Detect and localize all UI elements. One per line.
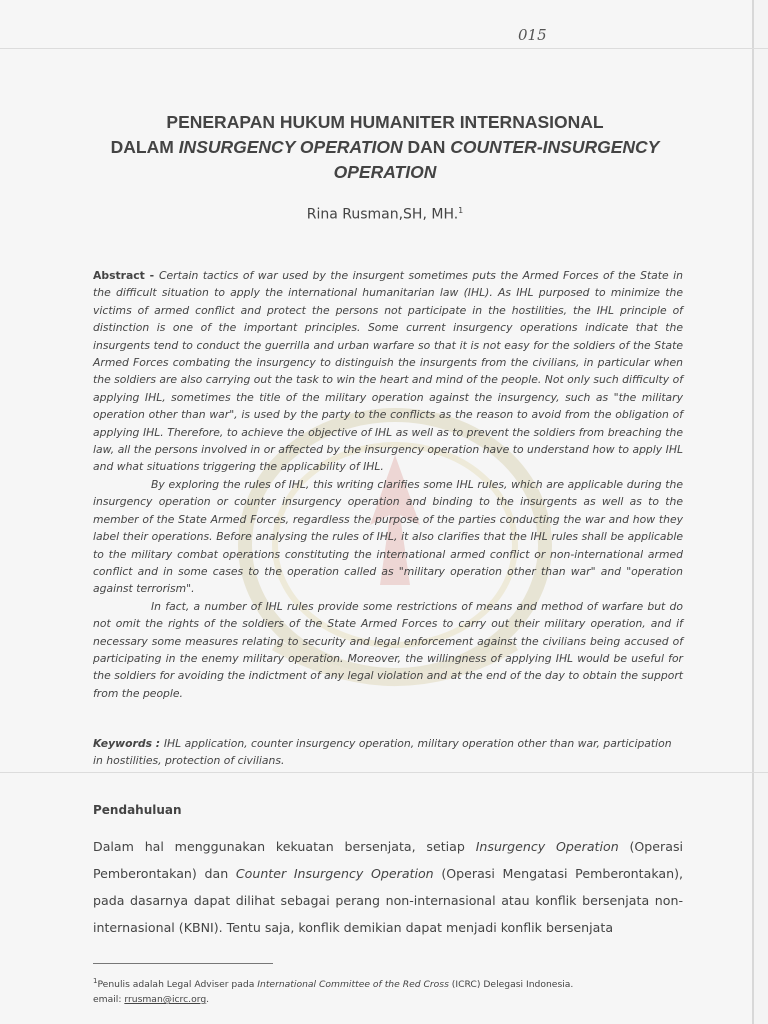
body-text-italic: Insurgency Operation	[475, 839, 619, 854]
keywords-label: Keywords :	[93, 737, 164, 750]
body-text-part: Dalam hal menggunakan kekuatan bersenjata, setiap	[93, 839, 476, 854]
body-text-italic: Counter Insurgency Operation	[235, 866, 434, 881]
footnote	[93, 974, 683, 1007]
scan-edge-fold	[0, 772, 768, 773]
title-line-1: PENERAPAN HUKUM HUMANITER INTERNASIONAL	[166, 112, 604, 132]
footnote-italic: International Committee of the Red Cross	[257, 979, 449, 991]
abstract	[93, 267, 683, 702]
footnote-email-label: email:	[93, 994, 125, 1006]
document-title	[90, 110, 680, 185]
keywords	[93, 735, 683, 770]
title-line-3: OPERATION	[333, 162, 437, 182]
footnote-mark: 1	[93, 977, 98, 985]
abstract-paragraph-3: In fact, a number of IHL rules provide some restrictions of means and method of warfare but do not omit the rights of the soldiers of the State Armed Forces to carry out their military operation, and if necessary some measures relating to security and legal enforcement against the civilians being accused of participating in the enemy military operation. Moreover, the willingness of applying IHL would be useful for the soldiers for avoiding the indictment of any legal violation and at the end of the day to obtain the support from the people.	[93, 599, 683, 700]
footnote-text: .	[206, 994, 210, 1006]
footnote-text: Penulis adalah Legal Adviser pada	[97, 979, 258, 991]
author-line	[90, 206, 680, 223]
author-name: Rina Rusman,SH, MH.	[306, 206, 459, 223]
keywords-text: IHL application, counter insurgency operation, military operation other than war, participation in hostilities, protection of civilians.	[93, 737, 672, 768]
title-part: DAN	[402, 137, 451, 157]
handwritten-page-number: 015	[518, 26, 547, 44]
title-line-2	[90, 135, 680, 160]
scan-edge-top	[0, 48, 768, 49]
body-text-part: (Operasi Pemberontakan) dan	[93, 839, 684, 881]
body-text-part: (Operasi Mengatasi Pemberontakan), pada dasarnya dapat dilihat sebagai perang non-internasional atau konflik bersenjata non-internasional (KBNI). Tentu saja, konflik demikian dapat menjadi konflik bersenjata	[93, 866, 684, 935]
abstract-paragraph-1	[93, 267, 683, 476]
footnote-rule	[93, 963, 273, 964]
abstract-paragraph-2: By exploring the rules of IHL, this writing clarifies some IHL rules, which are applicable during the insurgency operation or counter insurgency operation and binding to the insurgents as well as to the member of the State Armed Forces, regardless the purpose of the parties conducting the war and how they label their operations. Before analysing the rules of IHL, it also clarifies that the IHL rules shall be applicable to the military combat operations constituting the international armed conflict or non-international armed conflict and in some cases to the operation called as "military operation other than war" and "operation against terrorism".	[93, 477, 683, 596]
title-part: INSURGENCY OPERATION	[178, 137, 403, 157]
section-heading: Pendahuluan	[93, 803, 182, 817]
author-footnote-mark: 1	[458, 206, 464, 215]
body-paragraph	[93, 833, 683, 941]
title-part: DALAM	[110, 137, 179, 157]
abstract-label: Abstract -	[93, 269, 159, 282]
email-link[interactable]: rrusman@icrc.org	[124, 994, 207, 1006]
footnote-text: (ICRC) Delegasi Indonesia.	[448, 979, 574, 991]
abstract-text: Certain tactics of war used by the insurgent sometimes puts the Armed Forces of the State in the difficult situation to apply the international humanitarian law (IHL). As IHL purposed to minimize the victims of armed conflict and protect the persons not participate in the hostilities, the IHL principle of distinction is one of the important principles. Some current insurgency operations indicate that the insurgents tend to conduct the guerrilla and urban warfare so that it is not easy for the soldiers of the State Armed Forces combating the insurgency to distinguish the insurgents from the civilians, in particular when the soldiers are also carrying out the task to win the heart and mind of the people. Not only such difficulty of applying IHL, sometimes the title of the military operation against the insurgency, such as "the military operation other than war", is used by the party to the conflicts as the reason to avoid from the obligation of applying IHL. Therefore, to achieve the objective of IHL as well as to prevent the soldiers from breaching the law, all the persons involved in or affected by the insurgency operation have to understand how to apply IHL and what situations triggering the applicability of IHL.	[93, 269, 684, 474]
title-part: COUNTER-INSURGENCY	[450, 137, 660, 157]
